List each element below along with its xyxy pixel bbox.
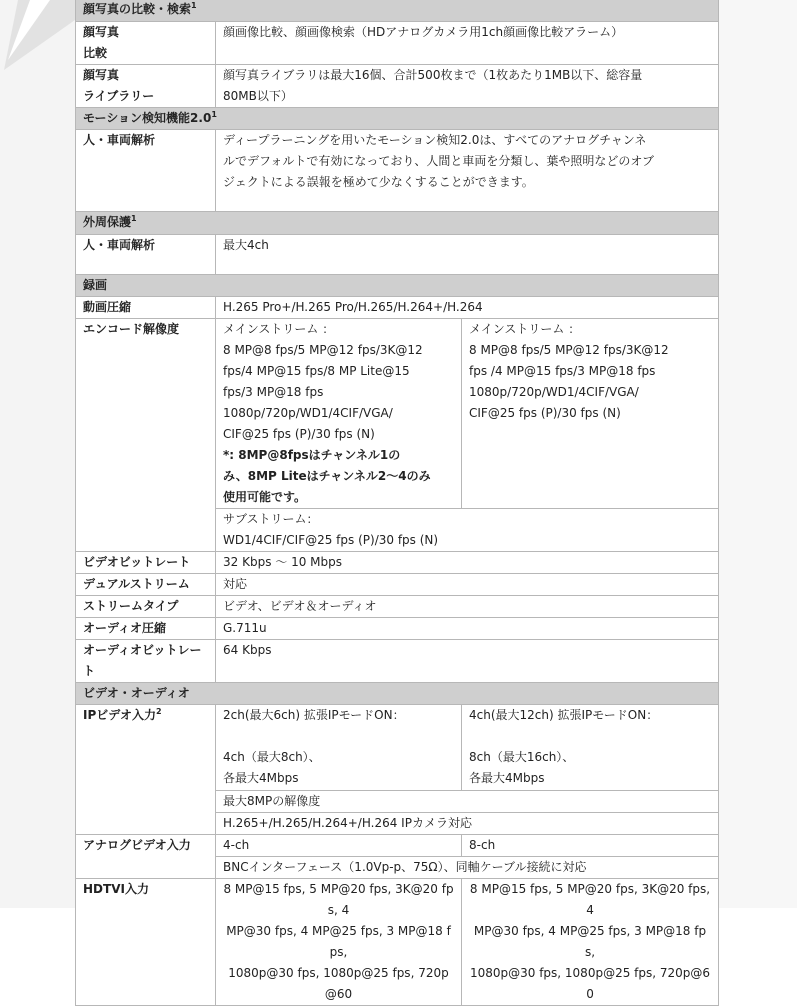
analog-video-left: 4-ch [216,835,462,857]
motion-analysis-value: ディープラーニングを用いたモーション検知2.0は、すべてのアナログチャンネ ルでデフォルトで有効になっており、人間と車両を分類し、葉や照明などのオブ ジェクトによる誤報を極めて少なくすることができます。 [216,130,719,212]
section-face: 顔写真の比較・検索$^1$ [76,0,719,22]
ip-video-label: IPビデオ入力$^2$ [76,705,216,835]
encode-main-left: メインストリーム ： 8 MP@8 fps/5 MP@12 fps/3K@12 fps/4 MP@15 fps/8 MP Lite@15 fps/3 MP@18 fps 1080p/720p/WD1/4CIF/VGA/ CIF@25 fps (P)/30 fps (N) *: 8MP@8fpsはチャンネル1の み、8MP Liteはチャンネル2～4のみ 使用可能です。 [216,319,462,509]
stream-type-value: ビデオ、ビデオ＆オーディオ [216,596,719,618]
video-compression-label: 動画圧縮 [76,297,216,319]
video-compression-value: H.265 Pro+/H.265 Pro/H.265/H.264+/H.264 [216,297,719,319]
section-motion: モーション検知機能$2.0^1$ [76,108,719,130]
hdtvi-left: 8 MP@15 fps, 5 MP@20 fps, 3K@20 fps, 4 MP@30 fps, 4 MP@25 fps, 3 MP@18 fps, 1080p@30 fps, 1080p@25 fps, 720p@60 [216,879,462,1006]
encode-substream: サブストリーム： WD1/4CIF/CIF@25 fps (P)/30 fps (N) [216,509,719,552]
audio-bitrate-label: オーディオビットレート [76,640,216,683]
face-compare-value: 顔画像比較、顔画像検索（HDアナログカメラ用1ch顔画像比較アラーム） [216,22,719,65]
analog-video-label: アナログビデオ入力 [76,835,216,879]
ip-video-right: 4ch(最大12ch) 拡張IPモードON： 8ch（最大16ch）、 各最大4Mbps [462,705,719,791]
ip-video-codec: H.265+/H.265/H.264+/H.264 IPカメラ対応 [216,813,719,835]
section-perimeter: 外周保護$^1$ [76,212,719,235]
encode-note: *: 8MP@8fpsはチャンネル1の み、8MP Liteはチャンネル2～4のみ 使用可能です。 [223,448,431,504]
section-video-audio: ビデオ・オーディオ [76,683,719,705]
dual-stream-label: デュアルストリーム [76,574,216,596]
audio-compression-value: G.711u [216,618,719,640]
video-bitrate-label: ビデオビットレート [76,552,216,574]
audio-compression-label: オーディオ圧縮 [76,618,216,640]
ip-video-left: 2ch(最大6ch) 拡張IPモードON： 4ch（最大8ch）、 各最大4Mbps [216,705,462,791]
encode-main-right: メインストリーム ： 8 MP@8 fps/5 MP@12 fps/3K@12 fps /4 MP@15 fps/3 MP@18 fps 1080p/720p/WD1/4CIF/VGA/ CIF@25 fps (P)/30 fps (N) [462,319,719,509]
face-library-value: 顔写真ライブラリは最大16個、合計500枚まで（1枚あたり1MB以下、総容量 80MB以下） [216,65,719,108]
audio-bitrate-value: 64 Kbps [216,640,719,683]
face-library-label: 顔写真 ライブラリー [76,65,216,108]
analog-video-right: 8-ch [462,835,719,857]
section-recording: 録画 [76,275,719,297]
perimeter-analysis-value: 最大4ch [216,235,719,275]
ip-video-resolution: 最大8MPの解像度 [216,791,719,813]
analog-video-note: BNCインターフェース（1.0Vp-p、75Ω）、同軸ケーブル接続に対応 [216,857,719,879]
perimeter-analysis-label: 人・車両解析 [76,235,216,275]
dual-stream-value: 対応 [216,574,719,596]
motion-analysis-label: 人・車両解析 [76,130,216,212]
encode-resolution-label: エンコード解像度 [76,319,216,552]
page-margin-left [0,0,75,908]
page-margin-right [718,0,797,908]
face-compare-label: 顔写真 比較 [76,22,216,65]
background-shard-graphic [0,0,75,120]
video-bitrate-value: 32 Kbps ～ 10 Mbps [216,552,719,574]
hdtvi-label: HDTVI入力 [76,879,216,1006]
stream-type-label: ストリームタイプ [76,596,216,618]
spec-table [75,0,719,1006]
hdtvi-right: 8 MP@15 fps, 5 MP@20 fps, 3K@20 fps, 4 MP@30 fps, 4 MP@25 fps, 3 MP@18 fps, 1080p@30 fps, 1080p@25 fps, 720p@60 [462,879,719,1006]
